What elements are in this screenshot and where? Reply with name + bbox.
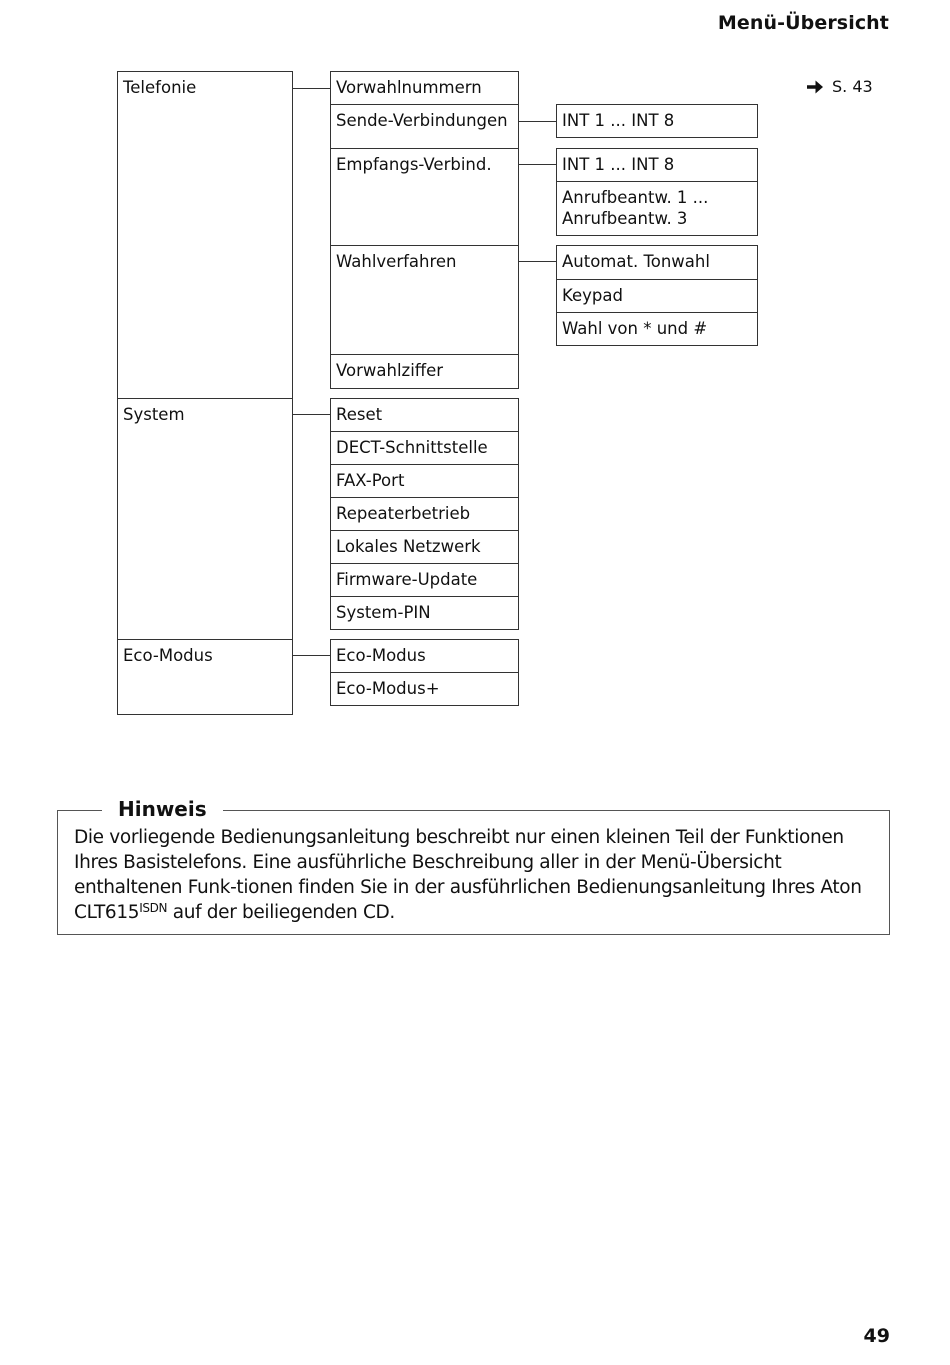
menu-firmware-update: Firmware-Update	[330, 563, 519, 597]
menu-system-pin: System-PIN	[330, 596, 519, 630]
connector-line	[519, 164, 556, 165]
hinweis-text	[74, 825, 879, 925]
connector-line	[293, 414, 330, 415]
hinweis-title: Hinweis	[102, 797, 223, 821]
anrufbeantw-line-2: Anrufbeantw. 3	[562, 209, 688, 228]
menu-vorwahlnummern: Vorwahlnummern	[330, 71, 519, 105]
menu-eco-modus-plus: Eco-Modus+	[330, 672, 519, 706]
page-reference	[806, 77, 873, 96]
menu-repeaterbetrieb: Repeaterbetrieb	[330, 497, 519, 531]
menu-eco-modus-item: Eco-Modus	[330, 639, 519, 673]
connector-line	[519, 121, 556, 122]
menu-empfang-anrufbeantworter	[556, 181, 758, 236]
menu-wahlverfahren: Wahlverfahren	[330, 245, 519, 355]
menu-vorwahlziffer: Vorwahlziffer	[330, 354, 519, 389]
menu-empfang-int: INT 1 ... INT 8	[556, 148, 758, 182]
menu-sende-verbindungen: Sende-Verbindungen	[330, 104, 519, 149]
page-number: 49	[863, 1325, 890, 1347]
page-header-title: Menü-Übersicht	[717, 12, 889, 34]
menu-dect-schnittstelle: DECT-Schnittstelle	[330, 431, 519, 465]
menu-automat-tonwahl: Automat. Tonwahl	[556, 245, 758, 280]
hinweis-box	[57, 797, 890, 935]
hinweis-text-end: auf der beiliegenden CD.	[167, 902, 395, 923]
menu-eco-modus: Eco-Modus	[117, 639, 293, 715]
menu-empfangs-verbind: Empfangs-Verbind.	[330, 148, 519, 246]
connector-line	[519, 261, 556, 262]
hinweis-text-superscript: ISDN	[139, 901, 168, 915]
arrow-right-icon	[806, 79, 824, 95]
menu-wahl-stern-raute: Wahl von * und #	[556, 312, 758, 346]
connector-line	[293, 655, 330, 656]
menu-lokales-netzwerk: Lokales Netzwerk	[330, 530, 519, 564]
connector-line	[293, 88, 330, 89]
menu-system: System	[117, 398, 293, 640]
menu-sende-int: INT 1 ... INT 8	[556, 104, 758, 138]
hinweis-text-main: Die vorliegende Bedienungsanleitung beschreibt nur einen kleinen Teil der Funktionen Ihres Basistelefons. Eine ausführliche Beschreibung aller in der Menü-Übersicht enthaltenen Funk-tionen finden Sie in der ausführlichen Bedienungsanleitung Ihres Aton CLT615	[74, 827, 862, 923]
menu-fax-port: FAX-Port	[330, 464, 519, 498]
menu-reset: Reset	[330, 398, 519, 432]
menu-keypad: Keypad	[556, 279, 758, 313]
page-reference-text: S. 43	[832, 77, 873, 96]
anrufbeantw-line-1: Anrufbeantw. 1 ...	[562, 188, 709, 207]
menu-telefonie: Telefonie	[117, 71, 293, 399]
